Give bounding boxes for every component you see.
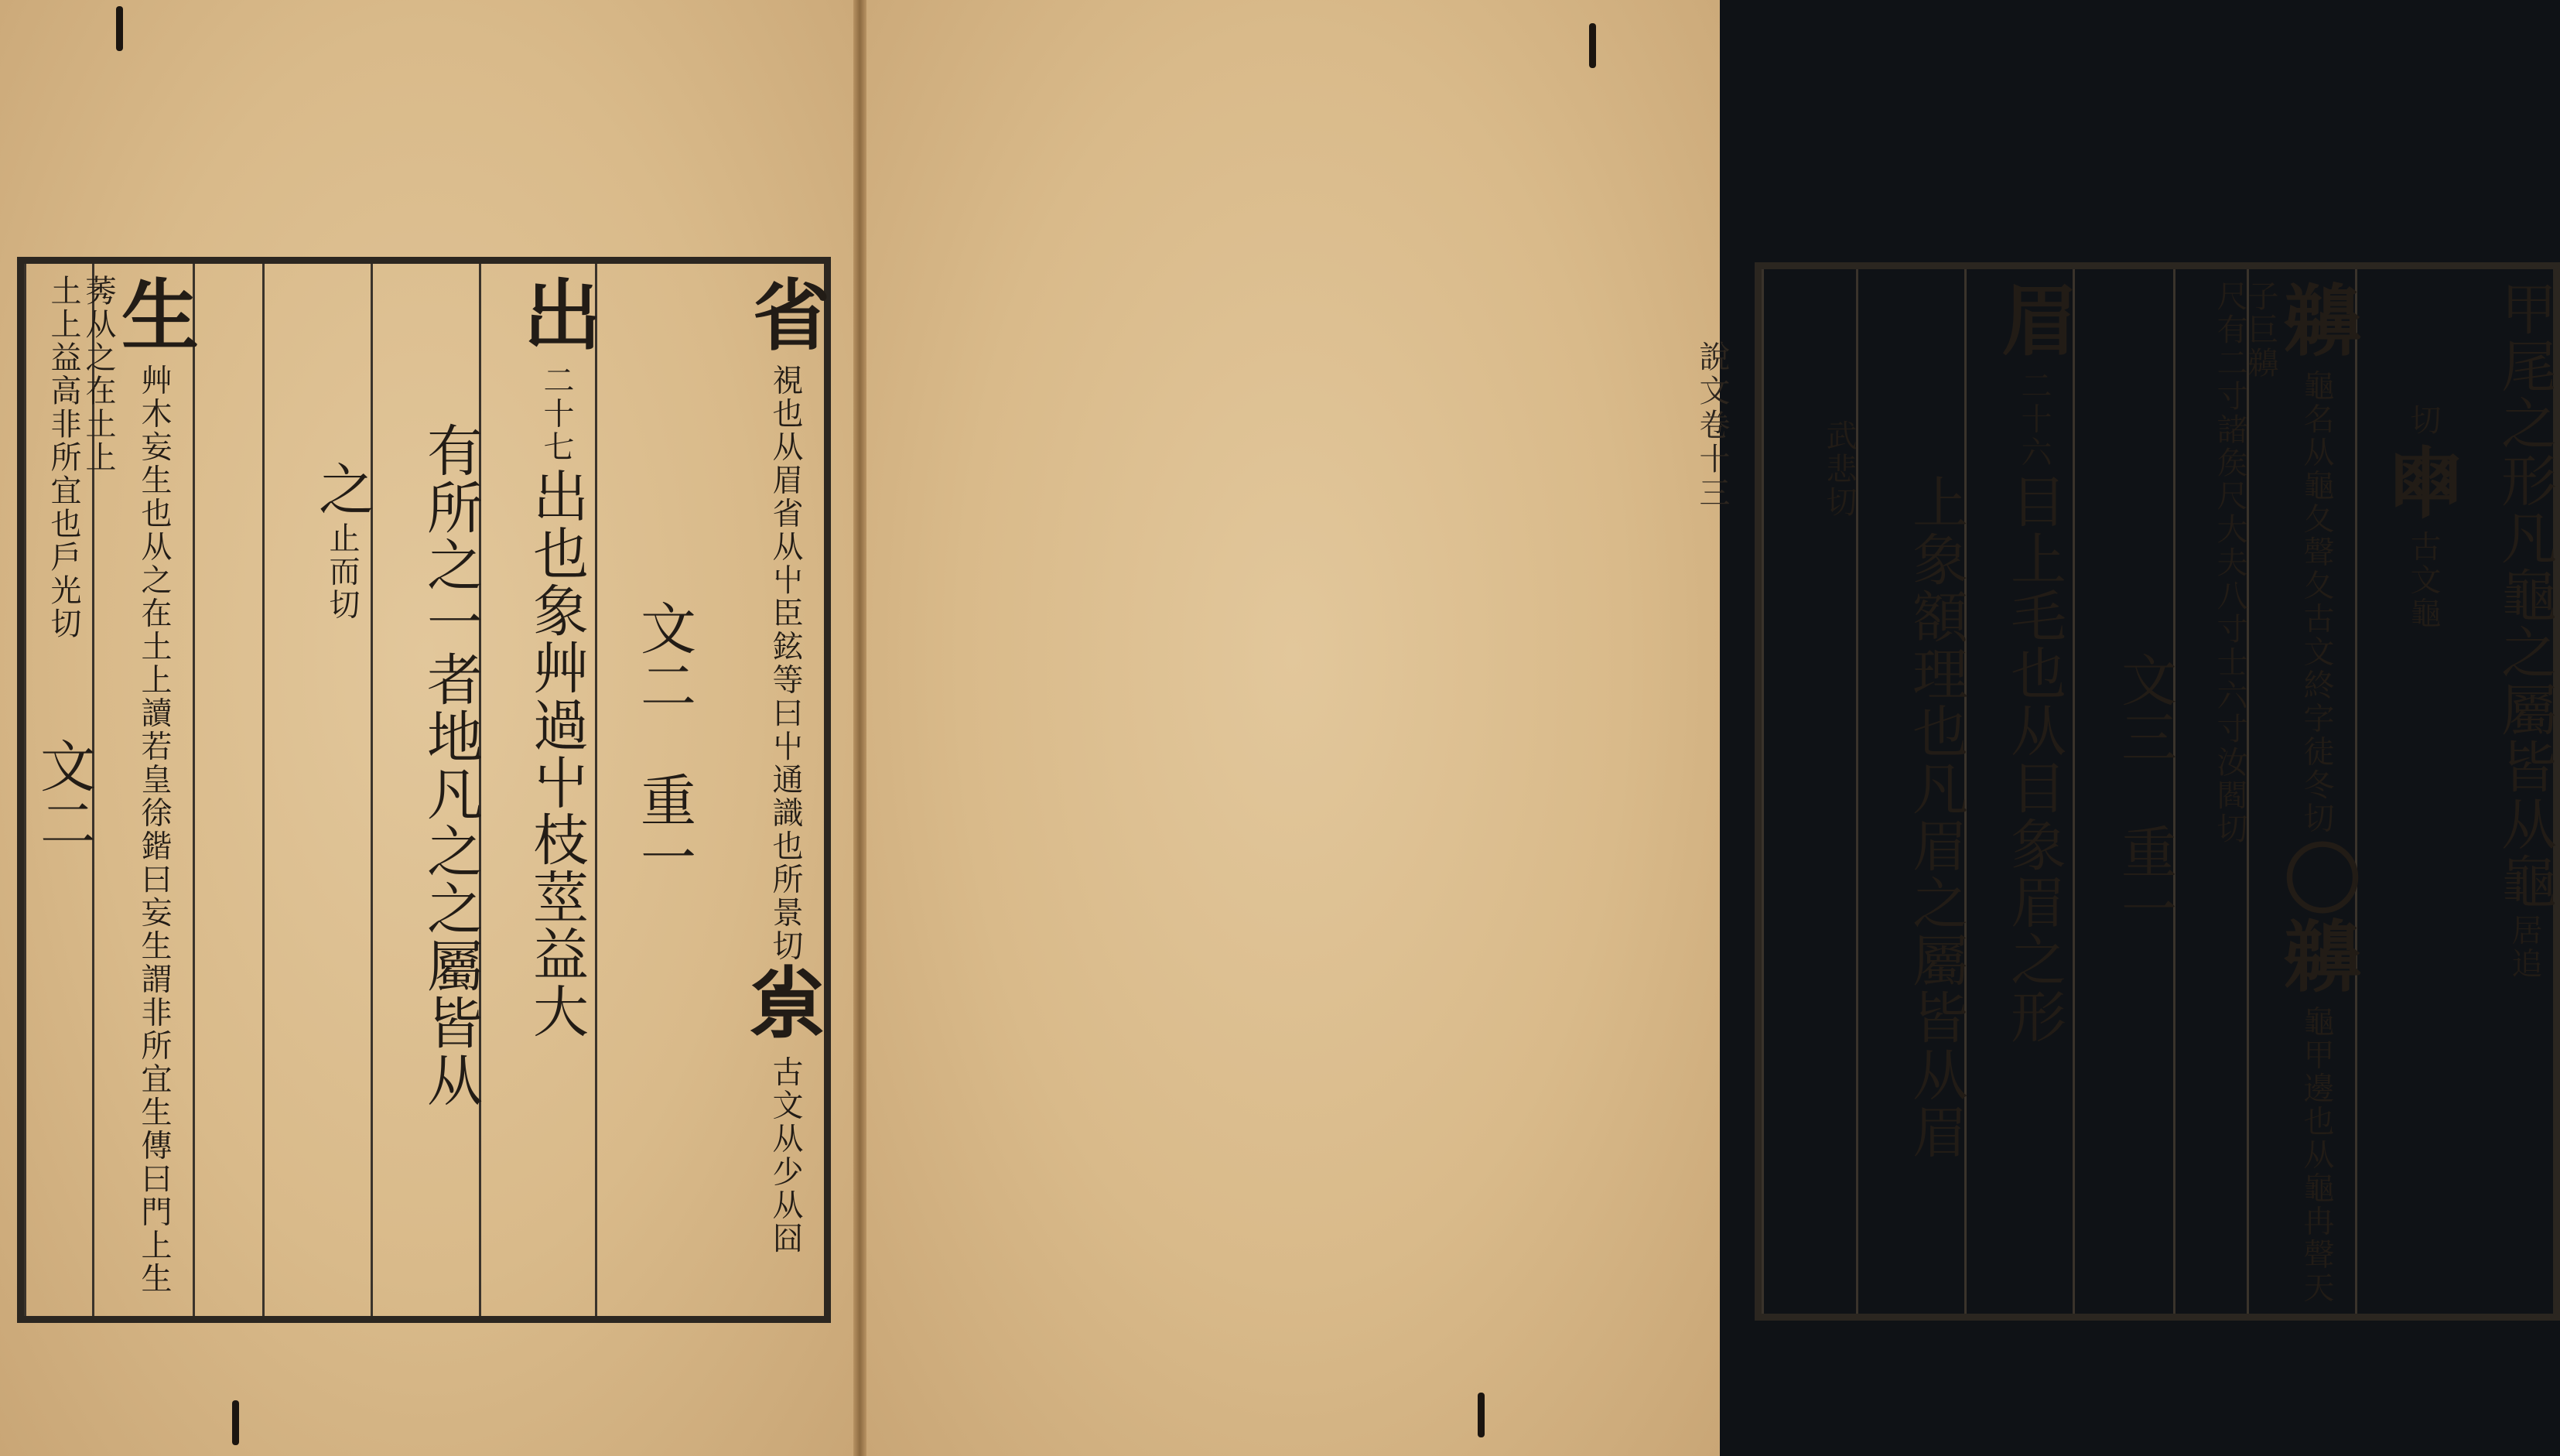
- column-l2: [595, 264, 696, 1316]
- annotation-text: 止而切: [324, 521, 360, 622]
- annotation-text: 龜名从龜夂聲夂古文終字徒冬切: [2299, 369, 2334, 836]
- main-text: 目上毛也从目象眉之形: [2001, 473, 2066, 1046]
- main-text: 甲尾之形凡龜之屬皆从龜: [2492, 280, 2557, 910]
- column-r8: [1762, 269, 1856, 1314]
- annotation-text: 土上益高非所宜也戶光切: [46, 275, 81, 641]
- count-line: 文二 重一: [631, 600, 696, 886]
- column-r7: [1856, 269, 1968, 1314]
- annotation-text: 居追: [2507, 914, 2542, 981]
- annotation-text: 龜甲邊也从龜冉聲天子巨䶏: [2243, 280, 2334, 1305]
- seal-character: 𠁴: [2377, 441, 2469, 519]
- main-text: 出也象艸過屮枝莖益大: [524, 467, 589, 1041]
- seal-character: 生: [108, 275, 200, 352]
- annotation-text: 尺有二寸諸矦尺大夫八寸士六寸汝閻切: [2212, 280, 2247, 846]
- annotation-text: 武悲切: [1821, 419, 1857, 519]
- column-l1: [692, 264, 831, 1316]
- right-text-frame: [1755, 262, 2560, 1321]
- margin-title: 說文卷十三: [1694, 340, 1730, 511]
- count-line: 文二: [31, 737, 96, 853]
- binding-stitch: [1589, 23, 1596, 68]
- column-r5: [2073, 269, 2177, 1314]
- column-l8: [24, 264, 96, 1316]
- seal-character: 省: [740, 275, 831, 352]
- seal-character: 眉: [1988, 280, 2080, 357]
- book-gutter: [853, 0, 866, 1456]
- count-line: 文三 重一: [2112, 651, 2177, 938]
- left-page: [0, 0, 853, 1456]
- seal-character: 䶏: [2271, 280, 2362, 357]
- column-r1: [2462, 269, 2557, 1314]
- column-r4: [2173, 269, 2247, 1314]
- seal-character: 𡭴: [740, 966, 831, 1044]
- entry-number: 二十六: [2016, 369, 2052, 470]
- column-r2: [2355, 269, 2469, 1314]
- binding-stitch: [116, 6, 123, 51]
- column-r6: [1964, 269, 2080, 1314]
- column-r3: [2243, 269, 2362, 1314]
- left-text-frame: [17, 257, 831, 1323]
- seal-character: 〇䶏: [2271, 839, 2362, 994]
- annotation-text: 古文龜: [2405, 530, 2441, 631]
- binding-stitch: [1478, 1393, 1485, 1437]
- column-l7: [80, 264, 200, 1316]
- binding-stitch: [232, 1400, 239, 1445]
- seal-character: 出: [511, 275, 602, 352]
- main-text: 有所之一者地凡之之屬皆从: [418, 422, 483, 1109]
- annotation-text: 切: [2405, 404, 2441, 437]
- annotation-text: 艸木妄生也从之在土上讀若皇徐鍇曰妄生謂非所宜生傳曰門上生莠从之在土上: [80, 275, 172, 1296]
- entry-number: 二十七: [538, 364, 574, 464]
- right-page: [866, 0, 2557, 1456]
- column-l4: [371, 264, 483, 1316]
- column-l5: [262, 264, 374, 1316]
- column-l3: [479, 264, 602, 1316]
- annotation-text: 視也从眉省从屮臣鉉等曰屮通識也所景切: [767, 364, 803, 963]
- main-text: 上象額理也凡眉之屬皆从眉: [1903, 473, 1968, 1160]
- column-l6: [193, 264, 262, 1316]
- annotation-text: 古文从少从囧: [767, 1055, 803, 1256]
- main-text: 之: [309, 460, 374, 518]
